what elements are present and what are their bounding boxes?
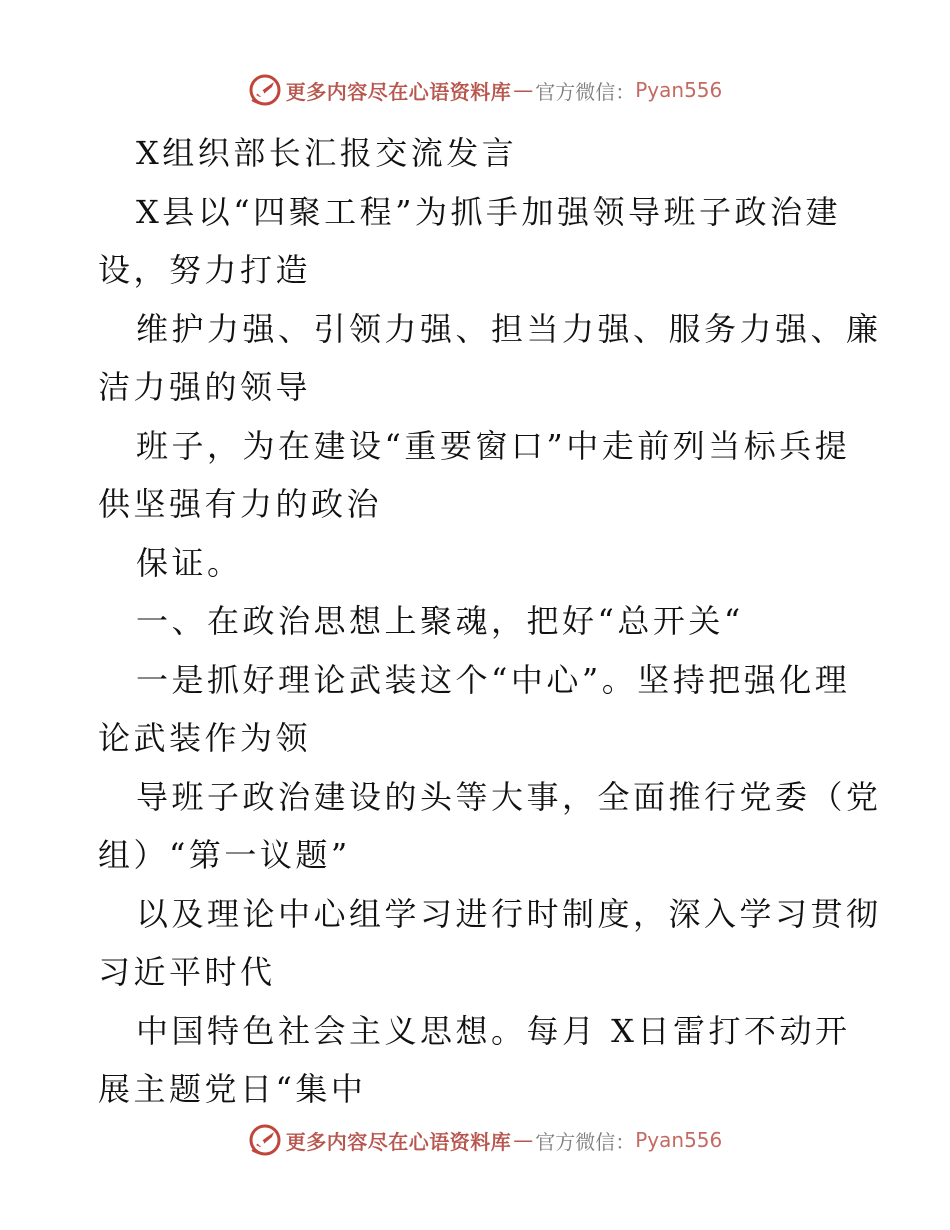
paragraph-line: 洁力强的领导 xyxy=(98,368,312,406)
paragraph-line: 保证。 xyxy=(136,543,243,582)
paragraph-line: 习近平时代 xyxy=(98,953,276,991)
watermark-separator: — xyxy=(513,78,534,102)
watermark-separator: — xyxy=(513,1128,534,1152)
watermark-footer xyxy=(0,1120,950,1160)
watermark-header xyxy=(0,70,950,110)
document-body xyxy=(98,124,882,1119)
logo-icon xyxy=(248,1123,282,1157)
paragraph-line: 一是抓好理论武装这个“中心”。坚持把强化理 xyxy=(136,660,851,699)
paragraph-line: 论武装作为领 xyxy=(98,719,312,757)
paragraph-line: X县以“四聚工程”为抓手加强领导班子政治建 xyxy=(136,192,842,231)
paragraph-line: 组）“第一议题” xyxy=(98,836,351,874)
watermark-wechat-id: Pyan556 xyxy=(635,1128,723,1152)
watermark-official-label: 官方微信： xyxy=(535,1129,636,1154)
watermark-wechat-id: Pyan556 xyxy=(635,78,723,102)
paragraph-line: 中国特色社会主义思想。每月 X日雷打不动开 xyxy=(136,1011,851,1050)
document-title: X组织部长汇报交流发言 xyxy=(136,134,518,172)
logo-icon xyxy=(248,73,282,107)
paragraph-line: 班子，为在建设“重要窗口”中走前列当标兵提 xyxy=(136,426,851,465)
paragraph-line: 展主题党日“集中 xyxy=(98,1070,367,1108)
paragraph-line: 维护力强、引领力强、担当力强、服务力强、廉 xyxy=(136,309,882,348)
watermark-official-label: 官方微信： xyxy=(535,79,636,104)
paragraph-line: 以及理论中心组学习进行时制度，深入学习贯彻 xyxy=(136,894,882,933)
paragraph-line: 导班子政治建设的头等大事，全面推行党委（党 xyxy=(136,777,882,816)
watermark-text: 更多内容尽在心语资料库 xyxy=(285,1129,512,1154)
watermark-text: 更多内容尽在心语资料库 xyxy=(285,79,512,104)
section-heading: 一、在政治思想上聚魂，把好“总开关“ xyxy=(136,602,744,640)
paragraph-line: 供坚强有力的政治 xyxy=(98,485,383,523)
paragraph-line: 设，努力打造 xyxy=(98,251,312,289)
